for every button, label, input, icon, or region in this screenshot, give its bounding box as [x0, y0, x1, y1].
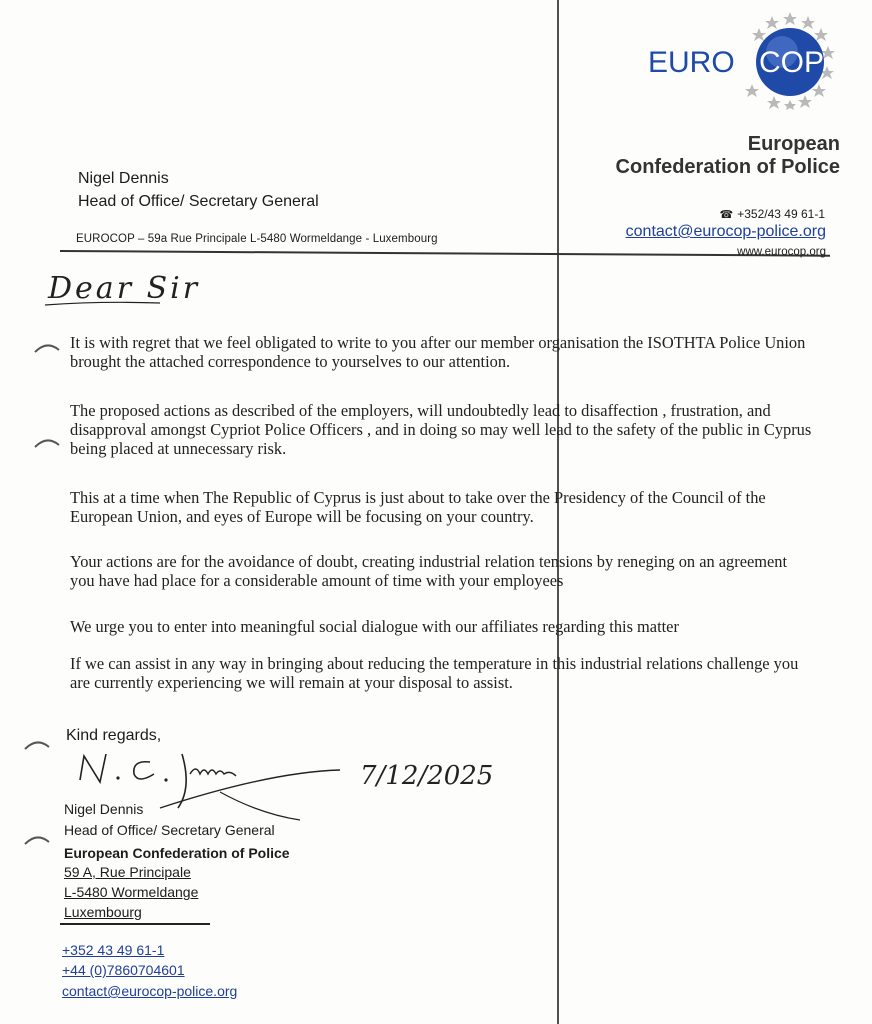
eurocop-logo	[640, 10, 840, 110]
body-paragraph-4: Your actions are for the avoidance of doubt, creating industrial relation tensions by reneging on an agreement you have had place for a considerable amount of time with your employees	[70, 552, 788, 590]
signatory-name: Nigel Dennis	[64, 801, 144, 817]
signature-date: 7/12/2025	[360, 761, 494, 791]
logo-text-euro: EURO	[648, 46, 735, 79]
sender-name: Nigel Dennis	[78, 170, 169, 187]
org-name-line1: European	[747, 133, 840, 155]
signatory-organisation: European Confederation of Police	[64, 845, 290, 861]
contact-phone-1[interactable]: +352 43 49 61-1	[62, 942, 165, 958]
punch-hole-icon	[24, 832, 50, 846]
contact-email-link[interactable]: contact@eurocop-police.org	[62, 983, 238, 999]
punch-hole-icon	[34, 435, 60, 449]
body-paragraph-1: It is with regret that we feel obligated to write to you after our member organisation the ISOTHTA Police Union brought the attached correspondence to yourselves to our attention.	[70, 333, 806, 371]
body-paragraph-3: This at a time when The Republic of Cyprus is just about to take over the Presidency of the Council of the European Union, and eyes of Europe will be focusing on your country.	[70, 488, 766, 526]
handwritten-salutation	[40, 265, 260, 310]
punch-hole-icon	[24, 737, 50, 751]
body-paragraph-5: We urge you to enter into meaningful social dialogue with our affiliates regarding this matter	[70, 617, 679, 636]
org-phone-number: +352/43 49 61-1	[737, 207, 825, 221]
sender-address: EUROCOP – 59a Rue Principale L-5480 Wormeldange - Luxembourg	[76, 233, 438, 245]
sender-role: Head of Office/ Secretary General	[78, 193, 319, 210]
org-email-link[interactable]: contact@eurocop-police.org	[625, 223, 826, 240]
address-line-1: 59 A, Rue Principale	[64, 864, 191, 880]
contact-phone-2[interactable]: +44 (0)7860704601	[62, 962, 185, 978]
address-line-2: L-5480 Wormeldange	[64, 884, 199, 900]
signatory-role: Head of Office/ Secretary General	[64, 822, 275, 838]
org-phone	[660, 207, 825, 221]
org-website: www.eurocop.org	[737, 246, 826, 258]
org-name-line2: Confederation of Police	[615, 156, 840, 178]
address-line-3: Luxembourg	[64, 904, 142, 920]
salutation-text: Dear Sir	[48, 271, 201, 306]
logo-text-cop: COP	[759, 46, 825, 79]
address-rule	[60, 923, 210, 925]
body-paragraph-2: The proposed actions as described of the employers, will undoubtedly lead to disaffection , frustration, and disapproval amongst Cypriot Police Officers , and in doing so may well lead to the safety of the public in Cyprus being placed at unnecessary risk.	[70, 401, 812, 458]
phone-icon: ☎	[719, 209, 734, 221]
body-paragraph-6: If we can assist in any way in bringing about reducing the temperature in this industrial relations challenge you are currently experiencing we will remain at your disposal to assist.	[70, 654, 799, 692]
punch-hole-icon	[34, 340, 60, 354]
closing-regards: Kind regards,	[66, 727, 162, 744]
